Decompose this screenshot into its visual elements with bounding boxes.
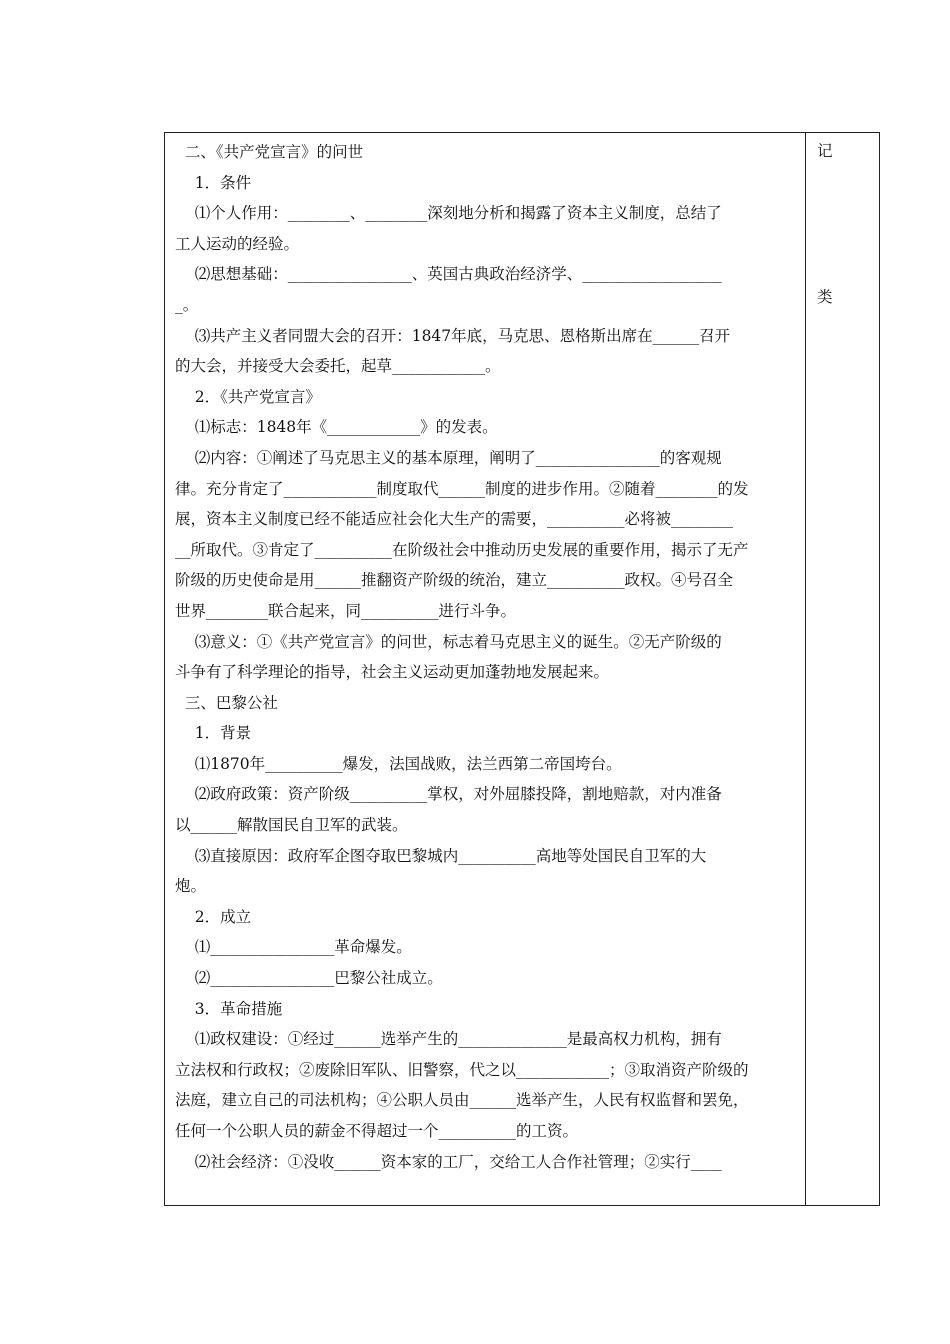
- text-line: ⑵内容：①阐述了马克思主义的基本原理，阐明了________________的客观规: [175, 448, 722, 467]
- text-line: 法庭，建立自己的司法机构；④公职人员由______选举产生，人民有权监督和罢免，: [175, 1091, 749, 1110]
- text-line: ⑴________________革命爆发。: [175, 938, 412, 957]
- text-line: 任何一个公职人员的薪金不得超过一个__________的工资。: [175, 1122, 579, 1140]
- text-line: 的大会，并接受大会委托，起草____________。: [175, 357, 501, 376]
- side-label-lei: 类: [817, 288, 833, 306]
- column-divider: [805, 133, 806, 1205]
- text-line: _。: [175, 295, 199, 314]
- text-line: 工人运动的经验。: [175, 234, 300, 253]
- text-line: ⑵政府政策：资产阶级__________掌权，对外屈膝投降，割地赔款，对内准备: [175, 785, 722, 804]
- text-line: 3．革命措施: [175, 999, 283, 1018]
- text-line: 世界________联合起来，同__________进行斗争。: [175, 601, 517, 620]
- text-line: ⑶共产主义者同盟大会的召开：1847年底，马克思、恩格斯出席在______召开: [175, 326, 731, 345]
- text-line: ⑴1870年__________爆发，法国战败，法兰西第二帝国垮台。: [175, 754, 622, 773]
- text-line: 二、《共产党宣言》的问世: [175, 143, 364, 161]
- text-line: ⑴政权建设：①经过______选举产生的______________是最高权力机构，拥有: [175, 1030, 722, 1049]
- text-line: ⑴标志：1848年《____________》的发表。: [175, 418, 498, 437]
- text-line: 阶级的历史使命是用______推翻资产阶级的统治，建立__________政权。④号召全: [175, 571, 734, 590]
- text-line: 律。充分肯定了____________制度取代______制度的进步作用。②随着________的发: [175, 479, 749, 498]
- text-line: ⑶直接原因：政府军企图夺取巴黎城内__________高地等处国民自卫军的大: [175, 846, 707, 865]
- text-line: 2．成立: [175, 907, 252, 926]
- text-line: ⑵思想基础：________________、英国古典政治经济学、__________________: [175, 265, 722, 284]
- text-line: 展，资本主义制度已经不能适应社会化大生产的需要，__________必将被________: [175, 510, 734, 529]
- main-content: [175, 137, 799, 1177]
- text-line: __所取代。③肯定了__________在阶级社会中推动历史发展的重要作用，揭示了无产: [175, 540, 749, 559]
- side-label-ji: 记: [817, 142, 833, 160]
- text-line: 1．条件: [175, 173, 252, 192]
- text-line: 2．《共产党宣言》: [175, 387, 321, 406]
- text-line: ⑵社会经济：①没收______资本家的工厂，交给工人合作社管理；②实行____: [175, 1152, 722, 1171]
- worksheet-table: [164, 132, 880, 1206]
- text-line: ⑵________________巴黎公社成立。: [175, 969, 443, 988]
- text-line: ⑶意义：①《共产党宣言》的问世，标志着马克思主义的诞生。②无产阶级的: [175, 632, 722, 651]
- text-line: 以______解散国民自卫军的武装。: [175, 816, 408, 835]
- text-line: 三、巴黎公社: [175, 693, 278, 712]
- text-line: ⑴个人作用：________、________深刻地分析和揭露了资本主义制度，总结了: [175, 204, 722, 223]
- text-line: 斗争有了科学理论的指导，社会主义运动更加蓬勃地发展起来。: [175, 663, 610, 682]
- text-line: 炮。: [175, 877, 207, 896]
- text-line: 立法权和行政权；②废除旧军队、旧警察，代之以____________；③取消资产阶级的: [175, 1060, 749, 1079]
- text-line: 1．背景: [175, 724, 252, 743]
